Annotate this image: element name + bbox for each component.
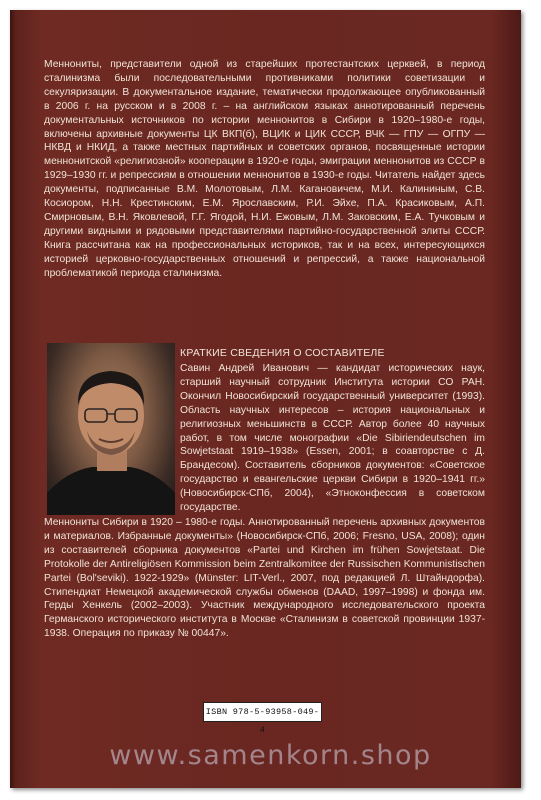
- spine-edge: [10, 10, 16, 788]
- author-bio-bottom: Меннониты Сибири в 1920 – 1980-е годы. Аннотированный перечень архивных документов и материалов. Избранные документы» (Новосибирск-СПб, 2006; Fresno, USA, 2008); один из составителей сборника документов «Partei und Kirchen im frühen Sowjetstaat. Die Protokolle der Antireligiösen Kommission beim Zentralkomitee der Russischen Kommunistischen Partei (Bol'seviki). 1922-1929» (Münster: LIT-Verl., 2007, под редакцией Л. Штайндорфа). Стипендиат Немецкой академической службы обменов (DAAD, 1997–1998) и фонда им. Герды Хенкель (2002–2003). Участник международного исследовательского проекта Германского исторического института в Москве «Сталинизм в советской провинции 1937-1938. Операция по приказу № 00447».: [44, 517, 485, 640]
- watermark: www.samenkorn.shop: [109, 740, 432, 771]
- about-compiler-heading: КРАТКИЕ СВЕДЕНИЯ О СОСТАВИТЕЛЕ: [180, 347, 385, 359]
- book-description: Меннониты, представители одной из старейших протестантских церквей, в период сталинизма были последовательными противниками политики советизации и секуляризации. В документальное издание, тематически продолжающее опубликованный в 2006 г. на русском и в 2008 г. – на английском языках аннотированный перечень документальных источников по истории меннонитов в Сибири в 1920–1980-е годы, включены архивные документы ЦК ВКП(б), ВЦИК и ЦИК СССР, ВЧК — ГПУ — ОГПУ — НКВД и НКИД, а также местных партийных и советских органов, посвященные истории меннонитской «религиозной» кооперации в 1920-е годы, эмиграции меннонитов из СССР в 1929–1930 гг. и репрессиям в отношении меннонитов в 1930-е годы. Читатель найдет здесь документы, подписанные В.М. Молотовым, Л.М. Кагановичем, М.И. Калининым, С.В. Косиором, Н.Н. Крестинским, Е.М. Ярославским, Р.И. Эйхе, П.А. Красиковым, А.П. Смирновым, В.Н. Яковлевой, Г.Г. Ягодой, Н.И. Ежовым, Л.М. Заковским, Е.А. Тучковым и другими видными и рядовыми представителями партийно-государственной элиты СССР. Книга рассчитана как на профессиональных историков, так и на всех, интересующихся историей церковно-государственных отношений и репрессий, а также национальной проблематикой периода сталинизма.: [44, 59, 485, 279]
- author-photo: [47, 343, 175, 515]
- isbn-number: ISBN 978-5-93958-049-4: [205, 707, 320, 735]
- isbn-barcode: [203, 702, 322, 735]
- author-bio-top: Савин Андрей Иванович — кандидат исторических наук, старший научный сотрудник Института истории СО РАН. Окончил Новосибирский государственный университет (1993). Область научных интересов – история национальных и религиозных меньшинств в СССР. Автор более 40 научных работ, в том числе монографии «Die Sibiriendeutschen im Sowjetstaat 1919–1938» (Essen, 2001; в соавторстве с Д. Брандесом). Составитель сборников документов: «Советское государство и евангельские церкви Сибири в 1920–1941 гг.» (Новосибирск-СПб, 2004), «Этноконфессия в советском государстве.: [180, 363, 485, 514]
